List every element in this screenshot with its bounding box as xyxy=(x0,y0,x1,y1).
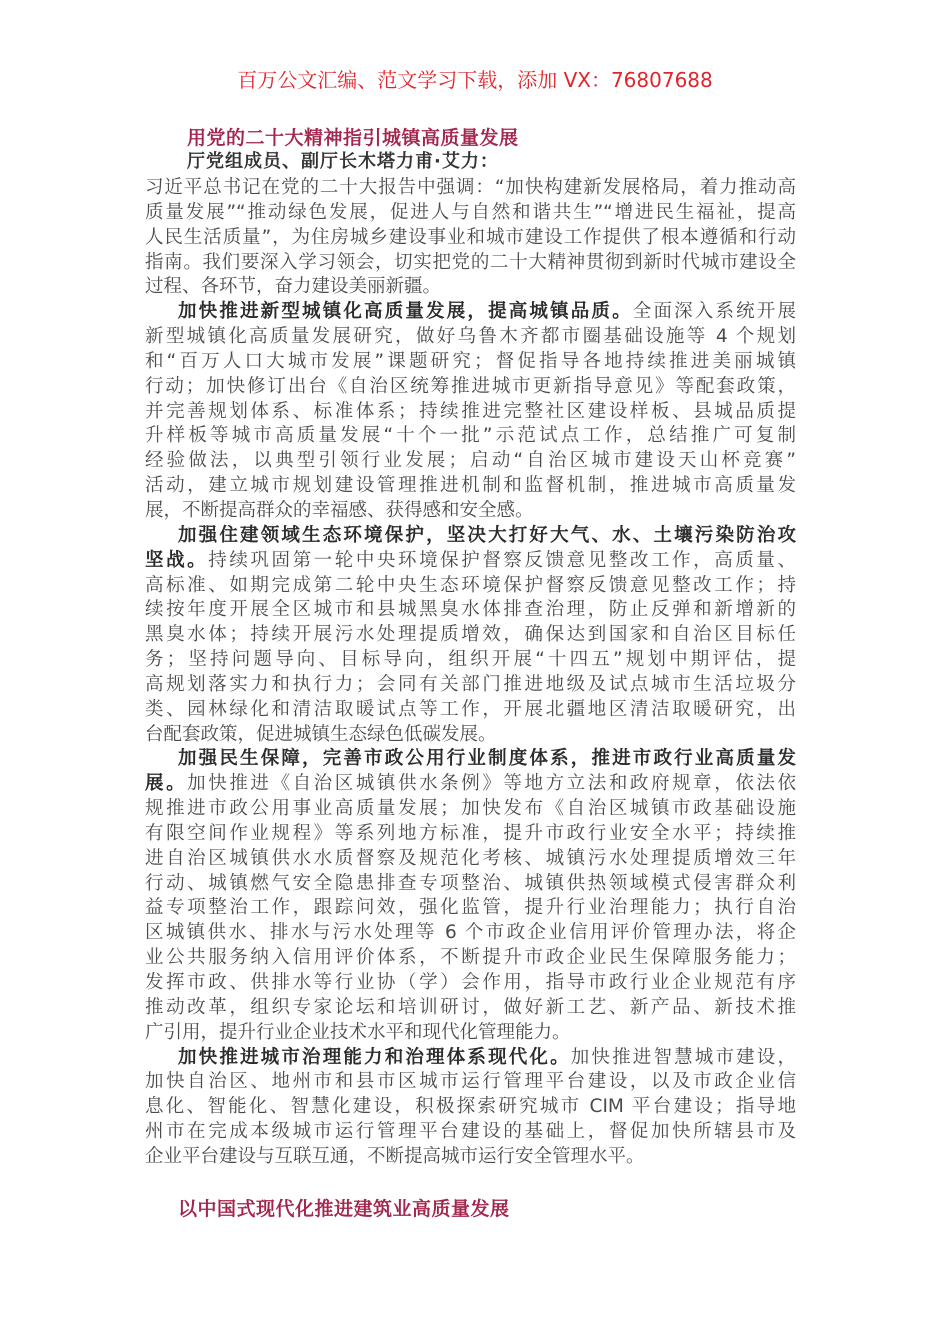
text-run: 推动改革，组织专家论坛和培训研讨，做好新工艺、新产品、新技术推 xyxy=(145,996,796,1018)
bold-lead: 加快推进城市治理能力和治理体系现代化。 xyxy=(178,1046,571,1068)
text-line xyxy=(145,648,796,673)
text-run: 续按年度开展全区城市和县城黑臭水体排查治理，防止反弹和新增新的 xyxy=(145,599,796,621)
text-line xyxy=(145,847,796,872)
text-line xyxy=(145,598,796,623)
text-line xyxy=(145,623,796,648)
text-run: 务；坚持问题导向、目标导向，组织开展“十四五”规划中期评估，提 xyxy=(145,649,796,671)
text-line xyxy=(145,375,796,400)
text-line xyxy=(145,896,796,921)
text-line xyxy=(145,946,796,971)
text-line xyxy=(145,673,796,698)
text-run: 加快推进智慧城市建设， xyxy=(570,1046,796,1068)
text-line xyxy=(145,275,796,300)
text-run: 质量发展”“推动绿色发展，促进人与自然和谐共生”“增进民生福祉，提高 xyxy=(145,201,796,223)
text-line xyxy=(145,251,796,276)
text-line xyxy=(145,424,796,449)
paragraph xyxy=(145,176,796,300)
watermark-header: 百万公文汇编、范文学习下载，添加 VX：76807688 xyxy=(237,68,713,92)
text-run: 习近平总书记在党的二十大报告中强调：“加快构建新发展格局，着力推动高 xyxy=(145,177,796,198)
text-line xyxy=(145,797,796,822)
text-run: 益专项整治工作，跟踪问效，强化监管，提升行业治理能力；执行自治 xyxy=(145,897,796,919)
text-run: 指南。我们要深入学习领会，切实把党的二十大精神贯彻到新时代城市建设全 xyxy=(145,251,796,273)
text-run: 发挥市政、供排水等行业协（学）会作用，指导市政行业企业规范有序 xyxy=(145,972,796,993)
bold-lead: 加强民生保障，完善市政公用行业制度体系，推进市政行业高质量发 xyxy=(178,748,796,770)
text-line xyxy=(145,747,796,772)
text-run: 黑臭水体；持续开展污水处理提质增效，确保达到国家和自治区目标任 xyxy=(145,624,796,646)
text-line xyxy=(145,996,796,1021)
text-run: 人民生活质量”，为住房城乡建设事业和城市建设工作提供了根本遵循和行动 xyxy=(145,226,796,248)
text-line xyxy=(145,723,796,748)
text-line xyxy=(145,499,796,524)
text-run: 持续巩固第一轮中央环境保护督察反馈意见整改工作，高质量、 xyxy=(208,549,796,571)
bold-lead: 坚战。 xyxy=(145,549,209,571)
text-run: 全面深入系统开展 xyxy=(632,301,796,323)
section-title: 用党的二十大精神指引城镇高质量发展 xyxy=(187,127,519,149)
bold-lead: 展。 xyxy=(145,773,188,795)
text-run: 规推进市政公用事业高质量发展；加快发布《自治区城镇市政基础设施 xyxy=(145,798,796,820)
text-line xyxy=(145,1095,796,1120)
text-line xyxy=(145,524,796,549)
text-run: 高规划落实力和执行力；会同有关部门推进地级及试点城市生活垃圾分 xyxy=(145,673,796,695)
text-run: 企业平台建设与互联互通，不断提高城市运行安全管理水平。 xyxy=(145,1145,645,1167)
text-run: 有限空间作业规程》等系列地方标准，提升市政行业安全水平；持续推 xyxy=(145,822,796,844)
paragraph xyxy=(145,524,796,748)
text-run: 行动；加快修订出台《自治区统筹推进城市更新指导意见》等配套政策， xyxy=(145,375,796,397)
text-run: 业公共服务纳入信用评价体系，不断提升市政企业民生保障服务能力； xyxy=(145,947,796,969)
speaker-line: 厅党组成员、副厅长木塔力甫·艾力： xyxy=(187,151,499,172)
text-line xyxy=(145,1021,796,1046)
text-run: 区城镇供水、排水与污水处理等 6 个市政企业信用评价管理办法，将企 xyxy=(145,922,796,944)
text-run: 行动、城镇燃气安全隐患排查专项整治、城镇供热领域模式侵害群众利 xyxy=(145,872,796,894)
text-line xyxy=(145,549,796,574)
text-run: 类、园林绿化和清洁取暖试点等工作，开展北疆地区清洁取暖研究，出 xyxy=(145,698,796,720)
text-line xyxy=(145,1046,796,1071)
text-line xyxy=(145,574,796,599)
paragraph xyxy=(145,300,796,524)
text-line xyxy=(145,921,796,946)
text-run: 和“百万人口大城市发展”课题研究；督促指导各地持续推进美丽城镇 xyxy=(145,350,796,372)
section-title-2: 以中国式现代化推进建筑业高质量发展 xyxy=(178,1198,510,1220)
text-line xyxy=(145,226,796,251)
text-line xyxy=(145,1070,796,1095)
text-run: 州市在完成本级城市运行管理平台建设的基础上，督促加快所辖县市及 xyxy=(145,1121,796,1143)
article-body xyxy=(145,176,796,1170)
paragraph xyxy=(145,1046,796,1170)
text-run: 台配套政策，促进城镇生态绿色低碳发展。 xyxy=(145,723,497,745)
text-line xyxy=(145,300,796,325)
text-run: 展，不断提高群众的幸福感、获得感和安全感。 xyxy=(145,499,534,521)
text-run: 并完善规划体系、标准体系；持续推进完整社区建设样板、县城品质提 xyxy=(145,400,796,422)
text-line xyxy=(145,1145,796,1170)
text-run: 息化、智能化、智慧化建设，积极探索研究城市 CIM 平台建设；指导地 xyxy=(145,1096,796,1118)
text-line xyxy=(145,971,796,996)
text-run: 加快推进《自治区城镇供水条例》等地方立法和政府规章，依法依 xyxy=(187,773,796,795)
text-run: 经验做法，以典型引领行业发展；启动“自治区城市建设天山杯竞赛” xyxy=(145,450,796,472)
text-run: 过程、各环节，奋力建设美丽新疆。 xyxy=(145,276,442,298)
text-run: 加快自治区、地州市和县市区城市运行管理平台建设，以及市政企业信 xyxy=(145,1071,796,1093)
text-run: 进自治区城镇供水水质督察及规范化考核、城镇污水处理提质增效三年 xyxy=(145,847,796,869)
bold-lead: 加快推进新型城镇化高质量发展，提高城镇品质。 xyxy=(178,301,633,323)
text-run: 广引用，提升行业企业技术水平和现代化管理能力。 xyxy=(145,1021,571,1043)
text-line xyxy=(145,400,796,425)
text-line xyxy=(145,474,796,499)
text-line xyxy=(145,822,796,847)
text-line xyxy=(145,350,796,375)
text-run: 高标准、如期完成第二轮中央生态环境保护督察反馈意见整改工作；持 xyxy=(145,574,796,596)
text-line xyxy=(145,325,796,350)
text-line xyxy=(145,772,796,797)
bold-lead: 加强住建领域生态环境保护，坚决大打好大气、水、土壤污染防治攻 xyxy=(178,524,796,546)
paragraph xyxy=(145,747,796,1045)
text-run: 新型城镇化高质量发展研究，做好乌鲁木齐都市圈基础设施等 4 个规划 xyxy=(145,326,796,348)
text-run: 升样板等城市高质量发展“十个一批”示范试点工作，总结推广可复制 xyxy=(145,425,796,447)
text-line xyxy=(145,872,796,897)
text-line xyxy=(145,449,796,474)
text-line xyxy=(145,698,796,723)
text-line xyxy=(145,201,796,226)
text-run: 活动，建立城市规划建设管理推进机制和监督机制，推进城市高质量发 xyxy=(145,475,796,497)
text-line xyxy=(145,176,796,201)
text-line xyxy=(145,1120,796,1145)
